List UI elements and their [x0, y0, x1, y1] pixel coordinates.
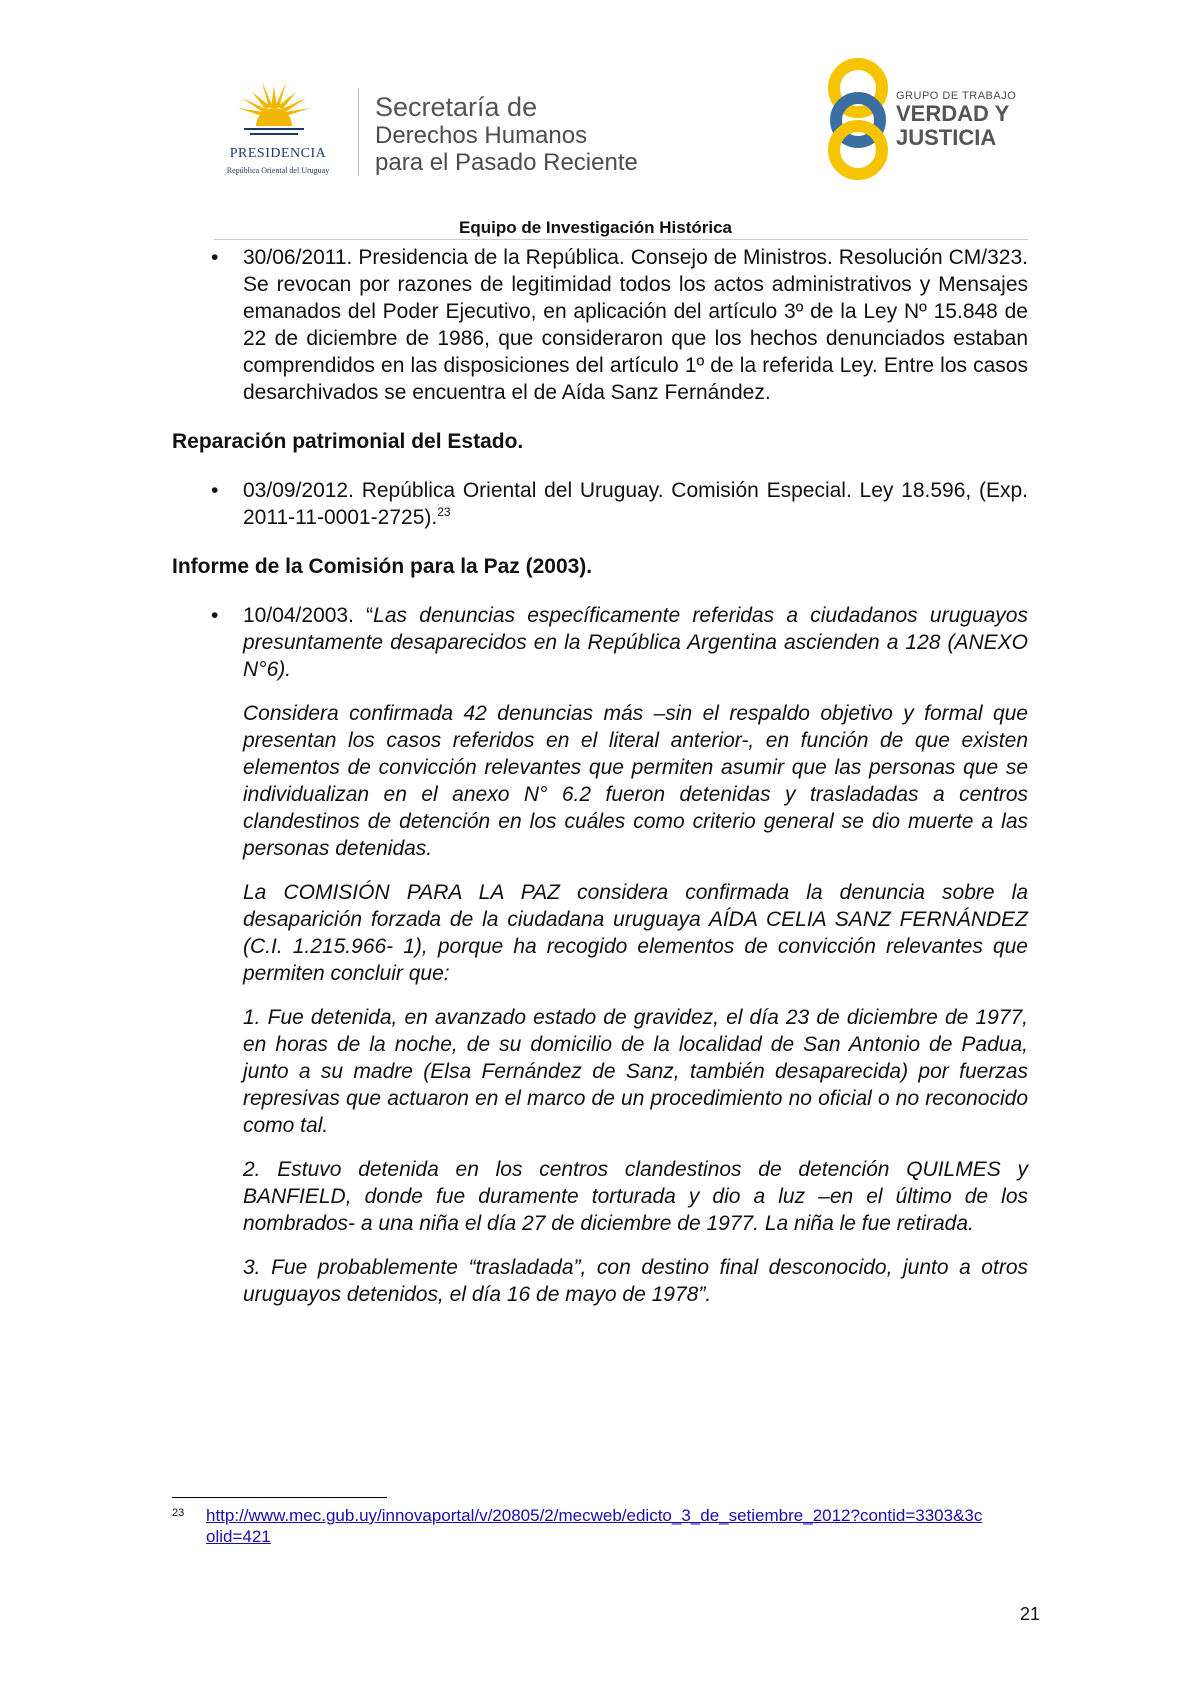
page-header [0, 0, 1191, 215]
secretaria-logo-text [375, 92, 638, 176]
secretaria-line-3: para el Pasado Reciente [375, 149, 638, 176]
document-body [172, 244, 1028, 1308]
quote-paragraph: La COMISIÓN PARA LA PAZ considera confirmada la denuncia sobre la desaparición forzada de la ciudadana uruguaya AÍDA CELIA SANZ FERNÁNDEZ (C.I. 1.215.966- 1), porque ha recogido elementos de convicción relevantes que permiten concluir que: [243, 881, 1028, 985]
verdad-justicia-logo [822, 58, 1052, 178]
list-item-text: 03/09/2012. República Oriental del Uruguay. Comisión Especial. Ley 18.596, (Exp. 2011-11-0001-2725). [243, 479, 1028, 529]
bullet-icon: • [211, 479, 219, 502]
presidencia-logo [198, 78, 358, 178]
secretaria-line-1: Secretaría de [375, 92, 538, 122]
grupo-justicia: JUSTICIA [896, 125, 997, 150]
section-heading: Informe de la Comisión para la Paz (2003). [172, 555, 593, 578]
presidencia-subtitle: República Oriental del Uruguay [226, 166, 330, 175]
quote-paragraph: 2. Estuvo detenida en los centros clandestinos de detención QUILMES y BANFIELD, donde fue duramente torturada y dio a luz –en el último de los nombrados- a una niña el día 27 de diciembre de 1977. La niña le fue retirada. [243, 1158, 1028, 1235]
header-divider [358, 88, 359, 176]
list-item [172, 477, 1028, 531]
presidencia-name: PRESIDENCIA [229, 146, 327, 161]
quote-paragraph: 1. Fue detenida, en avanzado estado de gravidez, el día 23 de diciembre de 1977, en horas de la noche, de su domicilio de la localidad de San Antonio de Padua, junto a su madre (Elsa Fernández de Sanz, también desaparecida) por fuerzas represivas que actuaron en el marco de un procedimiento no oficial o no reconocido como tal. [243, 1006, 1028, 1137]
list-item [172, 602, 1028, 683]
list-item-quote: Las denuncias específicamente referidas a ciudadanos uruguayos presuntamente desaparecidos en la República Argentina ascienden a 128 (ANEXO N°6). [243, 604, 1028, 681]
secretaria-line-2: Derechos Humanos [375, 122, 588, 149]
bullet-icon: • [211, 604, 219, 627]
list-item-date: 10/04/2003. “ [243, 604, 374, 627]
footnote-number: 23 [172, 1507, 185, 1519]
rings-icon [822, 58, 894, 180]
footnote-rule [172, 1497, 387, 1498]
footnote-link[interactable]: http://www.mec.gub.uy/innovaportal/v/20805/2/mecweb/edicto_3_de_setiembre_2012?contid=3303&3colid=421 [206, 1506, 983, 1546]
quote-paragraph: Considera confirmada 42 denuncias más –sin el respaldo objetivo y formal que presentan los casos referidos en el literal anterior-, en función de que existen elementos de convicción relevantes que permiten asumir que las personas que se individualizan en el anexo N° 6.2 fueron detenidas y trasladadas a centros clandestinos de detención en los cuáles como criterio general se dio muerte a las personas detenidas. [243, 702, 1028, 860]
page-number: 21 [1019, 1604, 1040, 1624]
grupo-verdad: VERDAD Y [896, 101, 1010, 126]
bullet-icon: • [211, 246, 219, 269]
list-item [172, 244, 1028, 406]
section-heading: Reparación patrimonial del Estado. [172, 430, 524, 453]
header-title: Equipo de Investigación Histórica [459, 218, 732, 237]
quote-paragraph: 3. Fue probablemente “trasladada”, con destino final desconocido, junto a otros uruguayos detenidos, el día 16 de mayo de 1978”. [243, 1256, 1028, 1306]
header-rule [214, 239, 1028, 240]
sun-icon [234, 78, 314, 138]
list-item-text: 30/06/2011. Presidencia de la República. Consejo de Ministros. Resolución CM/323. Se revocan por razones de legitimidad todos los actos administrativos y Mensajes emanados del Poder Ejecutivo, en aplicación del artículo 3º de la Ley Nº 15.848 de 22 de diciembre de 1986, que consideraron que los hechos denunciados estaban comprendidos en las disposiciones del artículo 1º de la referida Ley. Entre los casos desarchivados se encuentra el de Aída Sanz Fernández. [243, 246, 1028, 404]
grupo-label: GRUPO DE TRABAJO [896, 90, 1017, 102]
footnote-ref: 23 [437, 505, 451, 519]
